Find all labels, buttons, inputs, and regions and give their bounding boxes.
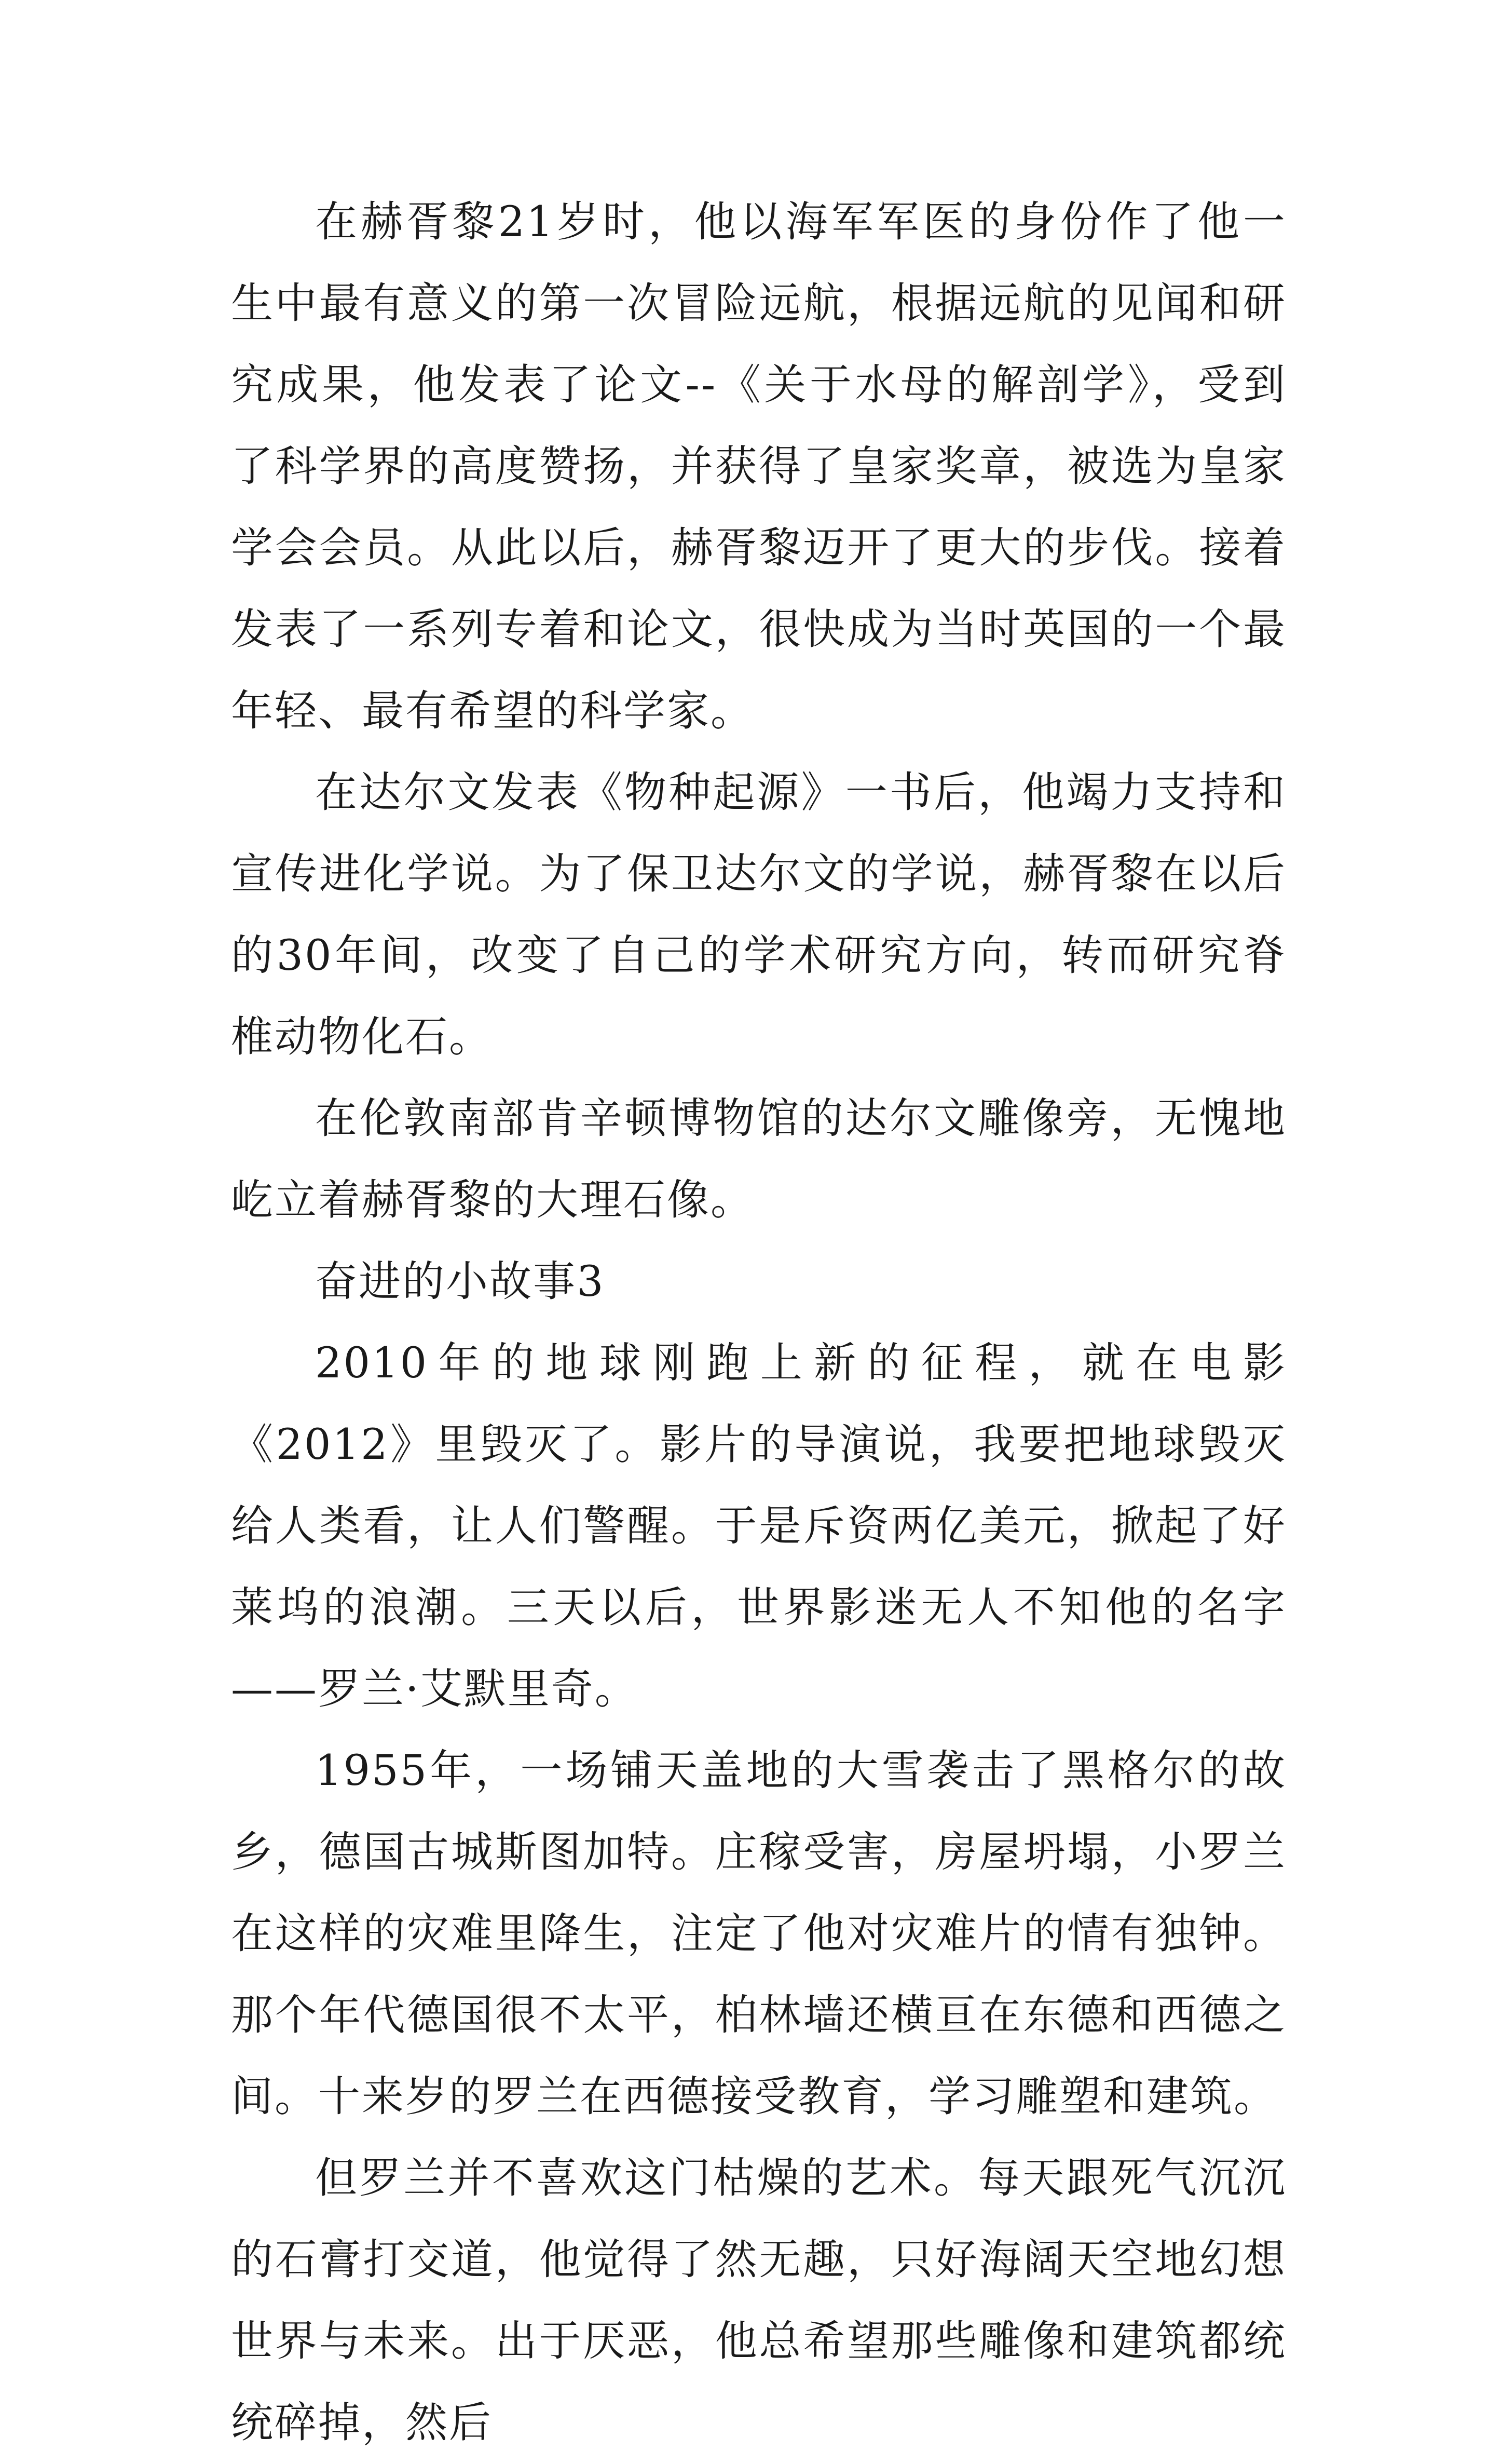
paragraph-huxley-voyage: 在赫胥黎21岁时，他以海军军医的身份作了他一生中最有意义的第一次冒险远航，根据远航的见闻和研究成果，他发表了论文--《关于水母的解剖学》，受到了科学界的高度赞扬，并获得了皇家奖章，被选为皇家学会会员。从此以后，赫胥黎迈开了更大的步伐。接着发表了一系列专着和论文，很快成为当时英国的一个最年轻、最有希望的科学家。 xyxy=(231,198,1287,736)
paragraph-emmerich-birth: 1955年，一场铺天盖地的大雪袭击了黑格尔的故乡，德国古城斯图加特。庄稼受害，房屋坍塌，小罗兰在这样的灾难里降生，注定了他对灾难片的情有独钟。那个年代德国很不太平，柏林墙还横亘在东德和西德之间。十来岁的罗兰在西德接受教育，学习雕塑和建筑。 xyxy=(231,1747,1287,2121)
body-text xyxy=(231,182,1287,2464)
paragraph-emmerich-2012: 2010年的地球刚跑上新的征程，就在电影《2012》里毁灭了。影片的导演说，我要把地球毁灭给人类看，让人们警醒。于是斥资两亿美元，掀起了好莱坞的浪潮。三天以后，世界影迷无人不知他的名字——罗兰·艾默里奇。 xyxy=(231,1339,1287,1714)
paragraph-huxley-darwin: 在达尔文发表《物种起源》一书后，他竭力支持和宣传进化学说。为了保卫达尔文的学说，赫胥黎在以后的30年间，改变了自己的学术研究方向，转而研究脊椎动物化石。 xyxy=(231,768,1287,1062)
section-heading: 奋进的小故事3 xyxy=(315,1257,605,1306)
paragraph-emmerich-sculpture: 但罗兰并不喜欢这门枯燥的艺术。每天跟死气沉沉的石膏打交道，他觉得了然无趣，只好海阔天空地幻想世界与未来。出于厌恶，他总希望那些雕像和建筑都统统碎掉，然后 xyxy=(231,2154,1287,2447)
paragraph-huxley-statue: 在伦敦南部肯辛顿博物馆的达尔文雕像旁，无愧地屹立着赫胥黎的大理石像。 xyxy=(231,1094,1287,1225)
